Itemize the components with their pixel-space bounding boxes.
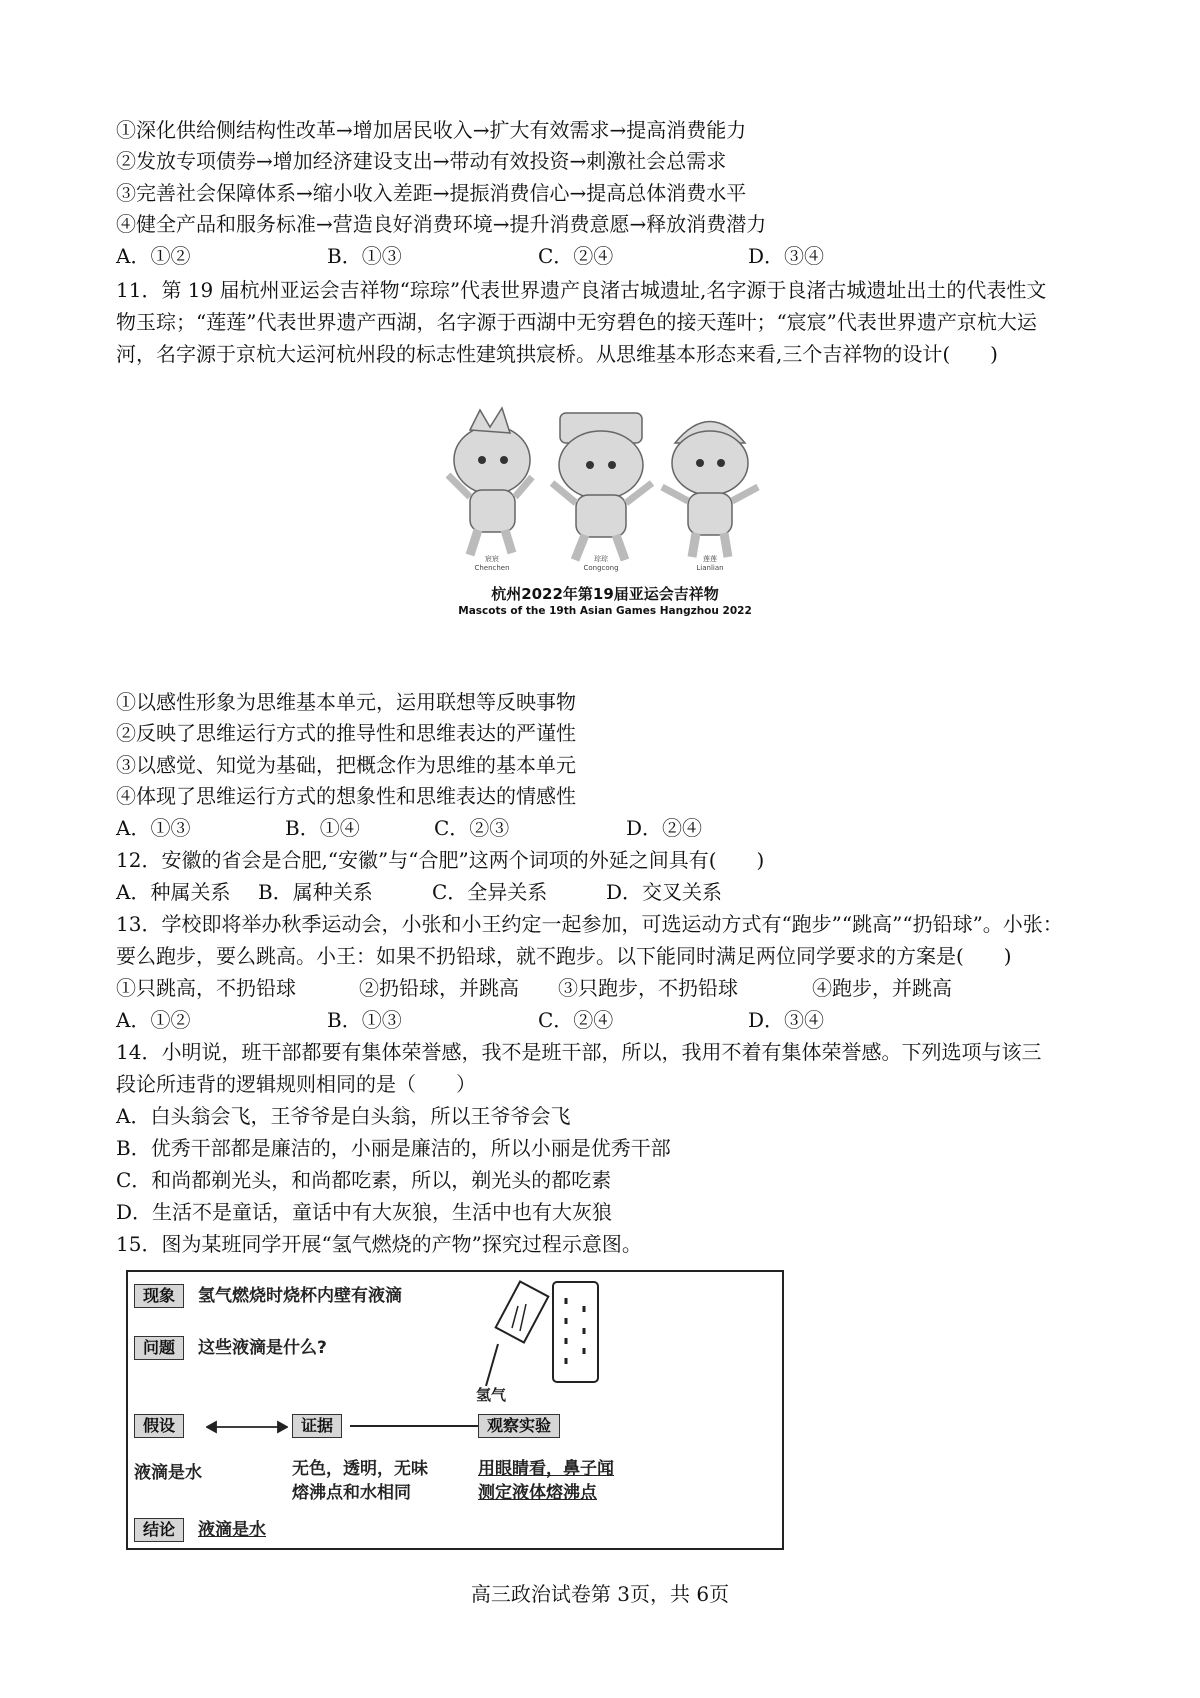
q13-item-4: ④跑步，并跳高 xyxy=(812,976,952,1000)
mascot-illustration xyxy=(440,405,770,580)
q12-stem: 12．安徽的省会是合肥,“安徽”与“合肥”这两个词项的外延之间具有( ) xyxy=(116,848,765,872)
mascot-name-en: Congcong xyxy=(583,564,619,572)
q12-option-b: B．属种关系 xyxy=(258,880,373,904)
q13-option-c: C．②④ xyxy=(538,1008,614,1032)
q11-stem-line-3: 河，名字源于京杭大运河杭州段的标志性建筑拱宸桥。从思维基本形态来看,三个吉祥物的设计( ) xyxy=(116,342,998,366)
mascot-caption-en: Mascots of the 19th Asian Games Hangzhou 2022 xyxy=(458,605,752,617)
mascot-name-cn: 宸宸 xyxy=(485,555,499,563)
mascot-name-cn: 莲莲 xyxy=(703,555,717,563)
q12-option-a: A．种属关系 xyxy=(116,880,231,904)
mascot-name-chenchen xyxy=(462,555,522,573)
q13-stem-line-2: 要么跑步，要么跳高。小王：如果不扔铅球，就不跑步。以下能同时满足两位同学要求的方案是( ) xyxy=(116,944,1012,968)
q14-option-d: D．生活不是童话，童话中有大灰狼，生活中也有大灰狼 xyxy=(116,1200,613,1224)
hypothesis-tag: 假设 xyxy=(134,1414,184,1438)
conclusion-tag: 结论 xyxy=(134,1518,184,1542)
experiment-text-2: 测定液体熔沸点 xyxy=(478,1483,597,1503)
double-arrow-icon xyxy=(206,1420,288,1434)
q11-option-c: C．②③ xyxy=(434,816,510,840)
q11-option-b: B．①④ xyxy=(285,816,360,840)
evidence-text-1: 无色，透明，无味 xyxy=(292,1459,428,1479)
evidence-text-2: 熔沸点和水相同 xyxy=(292,1483,411,1503)
mascot-name-en: Lianlian xyxy=(696,564,724,572)
mascot-name-cn: 琮琮 xyxy=(594,555,608,563)
q14-option-c: C．和尚都剃光头，和尚都吃素，所以，剃光头的都吃素 xyxy=(116,1168,612,1192)
q11-item-3: ③以感觉、知觉为基础，把概念作为思维的基本单元 xyxy=(116,753,576,777)
evidence-connector xyxy=(350,1425,488,1427)
phenomenon-text: 氢气燃烧时烧杯内壁有液滴 xyxy=(198,1286,402,1306)
experiment-tag: 观察实验 xyxy=(478,1414,560,1438)
q11-option-d: D．②④ xyxy=(626,816,703,840)
page-footer: 高三政治试卷第 3页，共 6页 xyxy=(470,1582,730,1606)
q13-item-3: ③只跑步，不扔铅球 xyxy=(558,976,738,1000)
q10-item-3: ③完善社会保障体系→缩小收入差距→提振消费信心→提高总体消费水平 xyxy=(116,181,747,205)
q13-option-a: A．①② xyxy=(116,1008,191,1032)
q14-option-b: B．优秀干部都是廉洁的，小丽是廉洁的，所以小丽是优秀干部 xyxy=(116,1136,671,1160)
mascot-name-en: Chenchen xyxy=(474,564,510,572)
q10-option-c: C．②④ xyxy=(538,244,614,268)
q14-stem-line-1: 14．小明说，班干部都要有集体荣誉感，我不是班干部，所以，我用不着有集体荣誉感。下列选项与该三 xyxy=(116,1040,1042,1064)
q11-option-a: A．①③ xyxy=(116,816,191,840)
q11-item-1: ①以感性形象为思维基本单元，运用联想等反映事物 xyxy=(116,690,576,714)
question-text: 这些液滴是什么? xyxy=(198,1338,327,1358)
q14-option-a: A．白头翁会飞，王爷爷是白头翁，所以王爷爷会飞 xyxy=(116,1104,571,1128)
mascot-caption-cn: 杭州2022年第19届亚运会吉祥物 xyxy=(491,585,719,603)
question-tag: 问题 xyxy=(134,1336,184,1360)
q14-stem-line-2: 段论所违背的逻辑规则相同的是（ ） xyxy=(116,1072,476,1096)
q11-item-4: ④体现了思维运行方式的想象性和思维表达的情感性 xyxy=(116,784,576,808)
q10-item-4: ④健全产品和服务标准→营造良好消费环境→提升消费意愿→释放消费潜力 xyxy=(116,212,767,236)
q11-item-2: ②反映了思维运行方式的推导性和思维表达的严谨性 xyxy=(116,721,576,745)
hypothesis-text: 液滴是水 xyxy=(134,1463,202,1483)
q13-option-d: D．③④ xyxy=(748,1008,825,1032)
q10-option-d: D．③④ xyxy=(748,244,825,268)
q10-item-1: ①深化供给侧结构性改革→增加居民收入→扩大有效需求→提高消费能力 xyxy=(116,118,747,142)
hydrogen-label: 氢气 xyxy=(476,1386,507,1404)
mascot-image xyxy=(440,405,770,635)
q15-stem: 15．图为某班同学开展“氢气燃烧的产物”探究过程示意图。 xyxy=(116,1232,642,1256)
mascot-name-congcong xyxy=(571,555,631,573)
evidence-tag: 证据 xyxy=(292,1414,342,1438)
conclusion-text: 液滴是水 xyxy=(198,1520,266,1540)
phenomenon-tag: 现象 xyxy=(134,1284,184,1308)
q11-stem-line-1: 11．第 19 届杭州亚运会吉祥物“琮琮”代表世界遗产良渚古城遗址,名字源于良渚古城遗址出土的代表性文 xyxy=(116,278,1047,302)
q12-option-c: C．全异关系 xyxy=(432,880,548,904)
hydrogen-experiment-diagram xyxy=(126,1270,784,1550)
q10-option-b: B．①③ xyxy=(327,244,402,268)
q10-option-a: A．①② xyxy=(116,244,191,268)
q13-stem-line-1: 13．学校即将举办秋季运动会，小张和小王约定一起参加，可选运动方式有“跑步”“跳高”“扔铅球”。小张： xyxy=(116,912,1063,936)
q13-item-2: ②扔铅球，并跳高 xyxy=(359,976,519,1000)
q12-option-d: D．交叉关系 xyxy=(606,880,723,904)
q13-item-1: ①只跳高，不扔铅球 xyxy=(116,976,296,1000)
experiment-text-1: 用眼睛看，鼻子闻 xyxy=(478,1459,614,1479)
mascot-name-lianlian xyxy=(680,555,740,573)
q11-stem-line-2: 物玉琮；“莲莲”代表世界遗产西湖，名字源于西湖中无穷碧色的接天莲叶；“宸宸”代表世界遗产京杭大运 xyxy=(116,310,1037,334)
q10-item-2: ②发放专项债券→增加经济建设支出→带动有效投资→刺激社会总需求 xyxy=(116,149,727,173)
q13-option-b: B．①③ xyxy=(327,1008,402,1032)
